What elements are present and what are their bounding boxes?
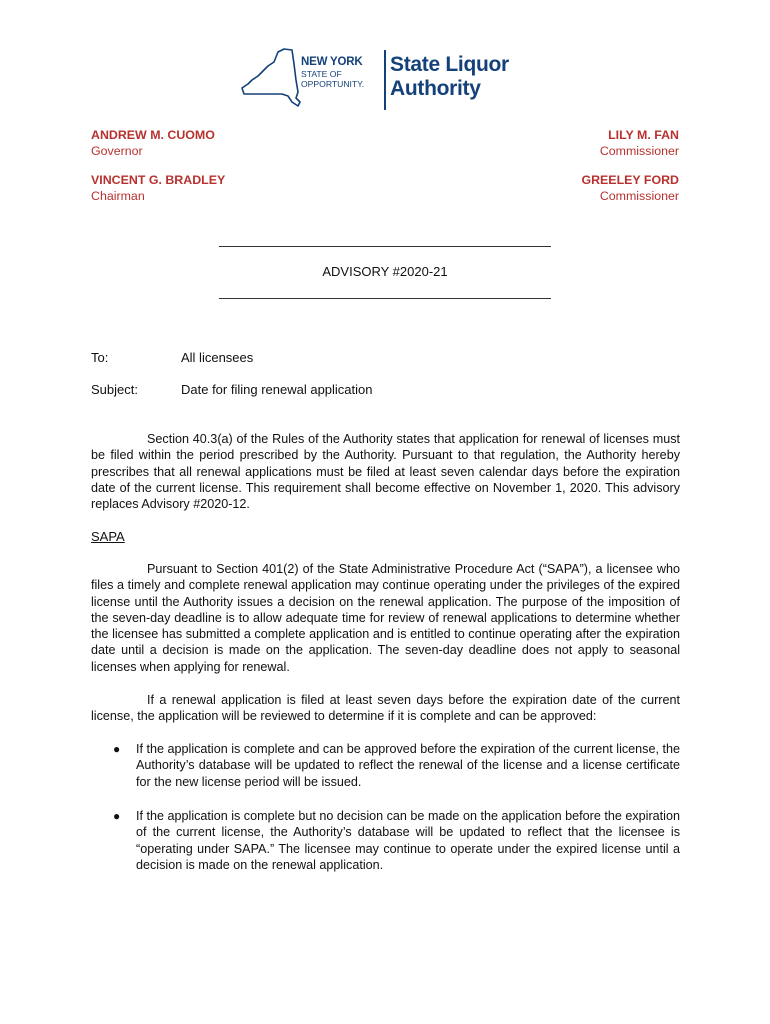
paragraph-3-text: If a renewal application is filed at least seven days before the expiration date of the current license, the application will be reviewed to determine if it is complete and can be approved: xyxy=(91,693,680,724)
paragraph-2-text: Pursuant to Section 401(2) of the State Administrative Procedure Act (“SAPA”), a licensee who files a timely and complete renewal application may continue operating under the privileges of the expired license until the Authority issues a decision on the renewal application. The purpose of the imposition of the seven-day deadline is to allow adequate time for review of renewal applications to determine whether the licensee has submitted a complete application and is entitled to continue operating after the expiration date until a decision is made on the application. The seven-day deadline does not apply to seasonal licenses when applying for renewal. xyxy=(91,562,680,674)
logo-agency-line1: State Liquor xyxy=(390,53,509,76)
commissioner1-name: LILY M. FAN xyxy=(608,128,679,142)
bullet-item: If the application is complete and can be approved before the expiration of the current license, the Authority’s database will be updated to reflect the renewal of the license and a license certificate for the new license period will be issued. xyxy=(136,742,680,789)
advisory-title: ADVISORY #2020-21 xyxy=(322,264,448,279)
paragraph-1-text: Section 40.3(a) of the Rules of the Authority states that application for renewal of licenses must be filed within the period prescribed by the Authority. Pursuant to that regulation, the Authority hereby prescribes that all renewal applications must be filed at least seven calendar days before the expiration date of the current license. This requirement shall become effective on November 1, 2020. This advisory replaces Advisory #2020-12. xyxy=(91,432,680,512)
advisory-top-rule xyxy=(219,246,551,247)
to-value: All licensees xyxy=(181,350,254,365)
governor-name: ANDREW M. CUOMO xyxy=(91,128,215,142)
subject-label: Subject: xyxy=(91,382,138,397)
commissioner2-title: Commissioner xyxy=(599,189,679,203)
paragraph-3 xyxy=(91,692,680,725)
commissioner1-title: Commissioner xyxy=(599,144,679,158)
commissioner2-block xyxy=(581,172,679,204)
commissioner2-name: GREELEY FORD xyxy=(581,173,679,187)
logo-state-name: NEW YORK xyxy=(301,56,363,68)
chairman-block xyxy=(91,172,225,204)
logo-state-tagline: STATE OF OPPORTUNITY. xyxy=(301,69,365,89)
advisory-bottom-rule xyxy=(219,298,551,299)
bullet-item: If the application is complete but no decision can be made on the application before the expiration of the current license, the Authority’s database will be updated to reflect that the licensee is “operating under SAPA.” The licensee may continue to operate under the expired license until a decision is made on the renewal application. xyxy=(136,809,680,872)
subject-value: Date for filing renewal application xyxy=(181,382,373,397)
commissioner1-block xyxy=(600,127,679,159)
paragraph-2 xyxy=(91,561,680,675)
logo-agency-line2: Authority xyxy=(390,77,481,100)
to-label: To: xyxy=(91,350,109,365)
chairman-title: Chairman xyxy=(91,189,145,203)
chairman-name: VINCENT G. BRADLEY xyxy=(91,173,226,187)
logo-agency-name xyxy=(390,53,509,101)
paragraph-1 xyxy=(91,431,680,512)
bullet-dot-icon: ● xyxy=(113,809,121,823)
agency-logo xyxy=(238,44,538,114)
logo-divider xyxy=(384,50,386,110)
section-heading-sapa: SAPA xyxy=(91,529,125,544)
governor-title: Governor xyxy=(91,144,143,158)
governor-block xyxy=(91,127,215,159)
bullet-dot-icon: ● xyxy=(113,742,121,756)
new-york-state-outline-icon xyxy=(238,44,302,114)
